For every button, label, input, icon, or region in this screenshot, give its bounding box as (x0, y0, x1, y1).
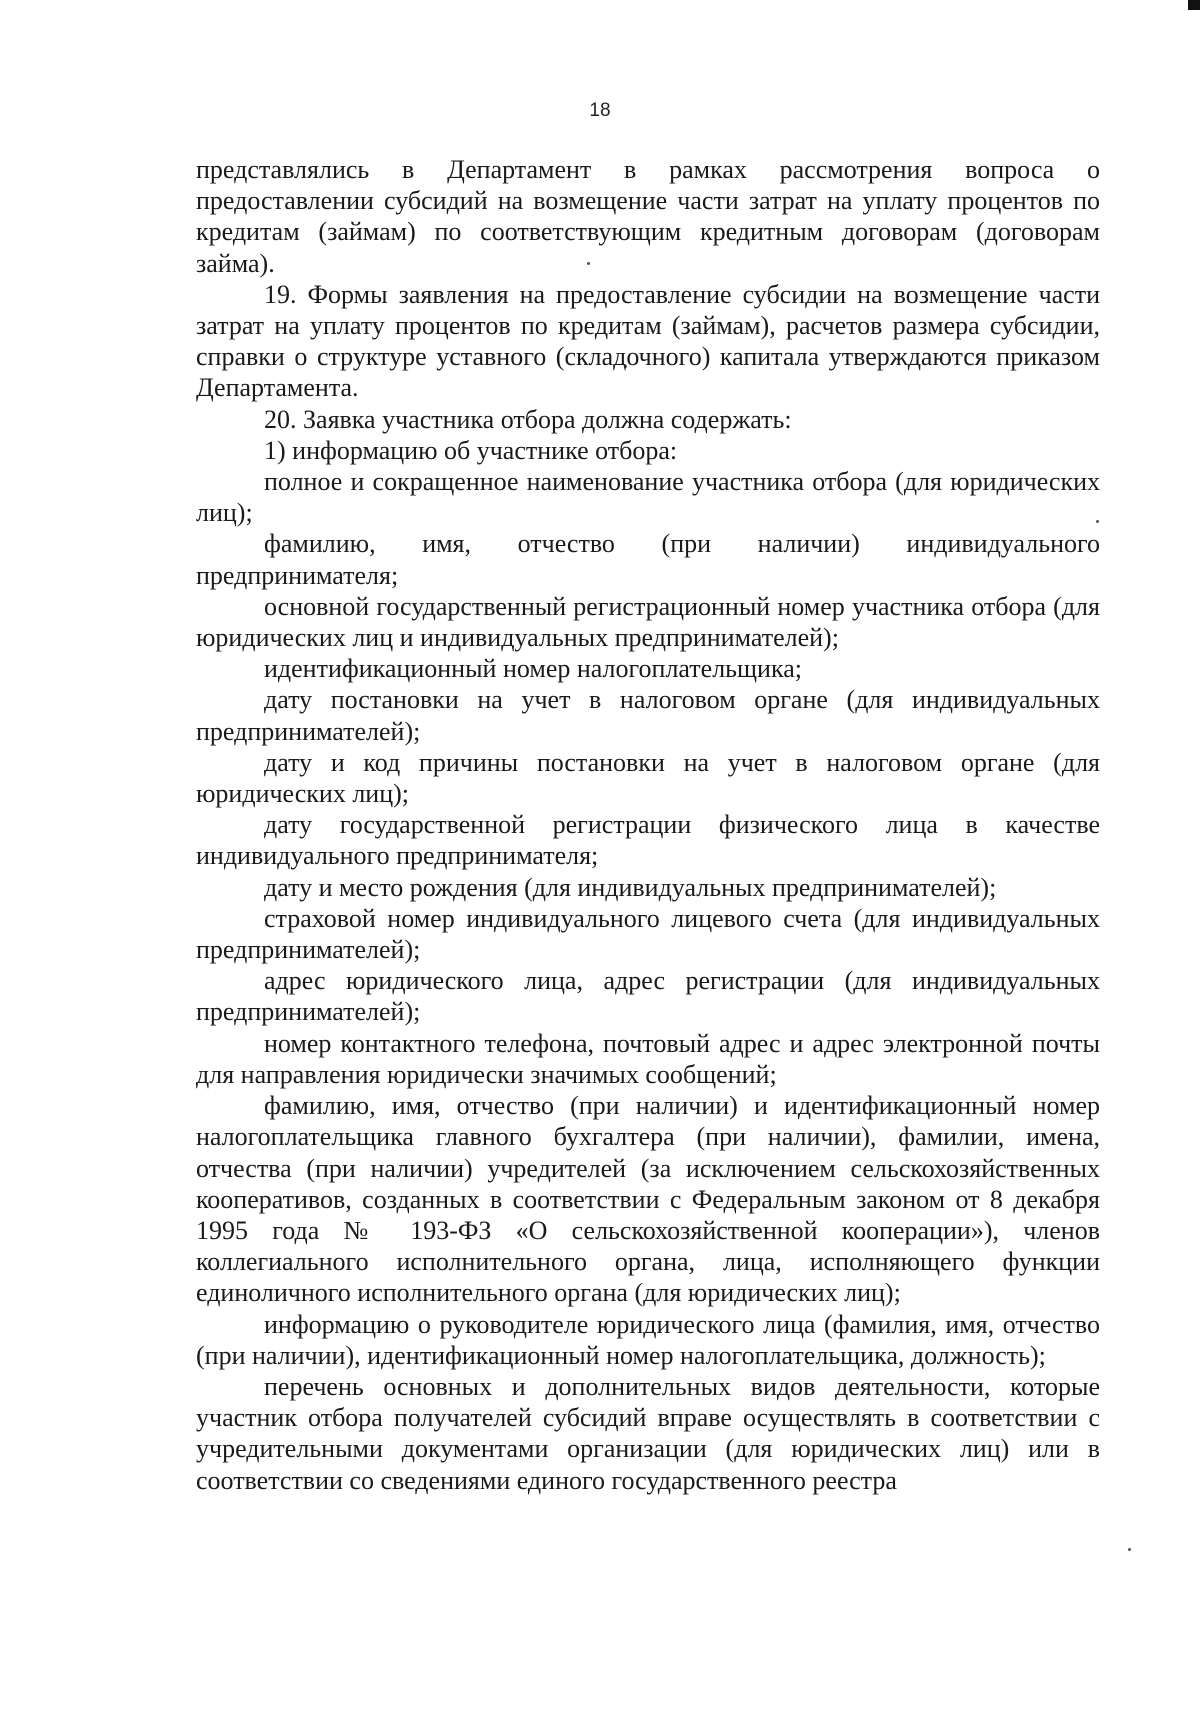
list-item-activities: перечень основных и дополнительных видов деятельности, которые участник отбора получателей субсидий вправе осуществлять в соответствии с учредительными документами организации (для юридических лиц) или в соответствии со сведениями единого государственного реестра (196, 1371, 1100, 1495)
list-item-birth: дату и место рождения (для индивидуальных предпринимателей); (264, 872, 997, 902)
page-number: 18 (589, 100, 611, 121)
paragraph-19-forms: 19. Формы заявления на предоставление субсидии на возмещение части затрат на уплату процентов по кредитам (займам), расчетов размера субсидии, справки о структуре уставного (складочного) капитала утверждаются приказом Департамента. (196, 279, 1100, 403)
document-body (196, 154, 1100, 1496)
list-item-kpp: дату и код причины постановки на учет в налоговом органе (для юридических лиц); (196, 747, 1100, 809)
scan-speck (1128, 1548, 1131, 1551)
list-item-participant-info: 1) информацию об участнике отбора: (264, 435, 678, 465)
scan-edge-mark (1188, 0, 1200, 10)
list-item-ogrn: основной государственный регистрационный номер участника отбора (для юридических лиц и индивидуальных предпринимателей); (196, 591, 1100, 653)
list-item-address: адрес юридического лица, адрес регистрации (для индивидуальных предпринимателей); (196, 966, 1100, 1027)
list-item-state-registration: дату государственной регистрации физического лица в качестве индивидуального предпринимателя; (196, 810, 1100, 871)
list-item-full-name: полное и сокращенное наименование участника отбора (для юридических лиц); (196, 467, 1100, 528)
list-item-inn: идентификационный номер налогоплательщика; (264, 654, 802, 684)
list-item-fio: фамилию, имя, отчество (при наличии) индивидуального предпринимателя; (196, 529, 1100, 590)
list-item-head-info: информацию о руководителе юридического лица (фамилия, имя, отчество (при наличии), идентификационный номер налогоплательщика, должность); (196, 1309, 1100, 1370)
paragraph-1: представлялись в Департамент в рамках рассмотрения вопроса о предоставлении субсидий на возмещение части затрат на уплату процентов по кредитам (займам) по соответствующим кредитным договорам (договорам займа). (196, 155, 1100, 278)
list-item-contacts: номер контактного телефона, почтовый адрес и адрес электронной почты для направления юридически значимых сообщений; (196, 1028, 1100, 1089)
paragraph-20-application: 20. Заявка участника отбора должна содержать: (264, 404, 792, 434)
list-item-snils: страховой номер индивидуального лицевого счета (для индивидуальных предпринимателей); (196, 903, 1100, 965)
list-item-tax-registration-date: дату постановки на учет в налоговом органе (для индивидуальных предпринимателей); (196, 685, 1100, 746)
list-item-accountant-founders: фамилию, имя, отчество (при наличии) и идентификационный номер налогоплательщика главного бухгалтера (при наличии), фамилии, имена, отчества (при наличии) учредителей (за исключением сельскохозяйственных кооперативов, созданных в соответствии с Федеральным законом от 8 декабря 1995 года № 193-ФЗ «О сельскохозяйственной кооперации»), членов коллегиального исполнительного органа, лица, исполняющего функции единоличного исполнительного органа (для юридических лиц); (196, 1091, 1100, 1308)
